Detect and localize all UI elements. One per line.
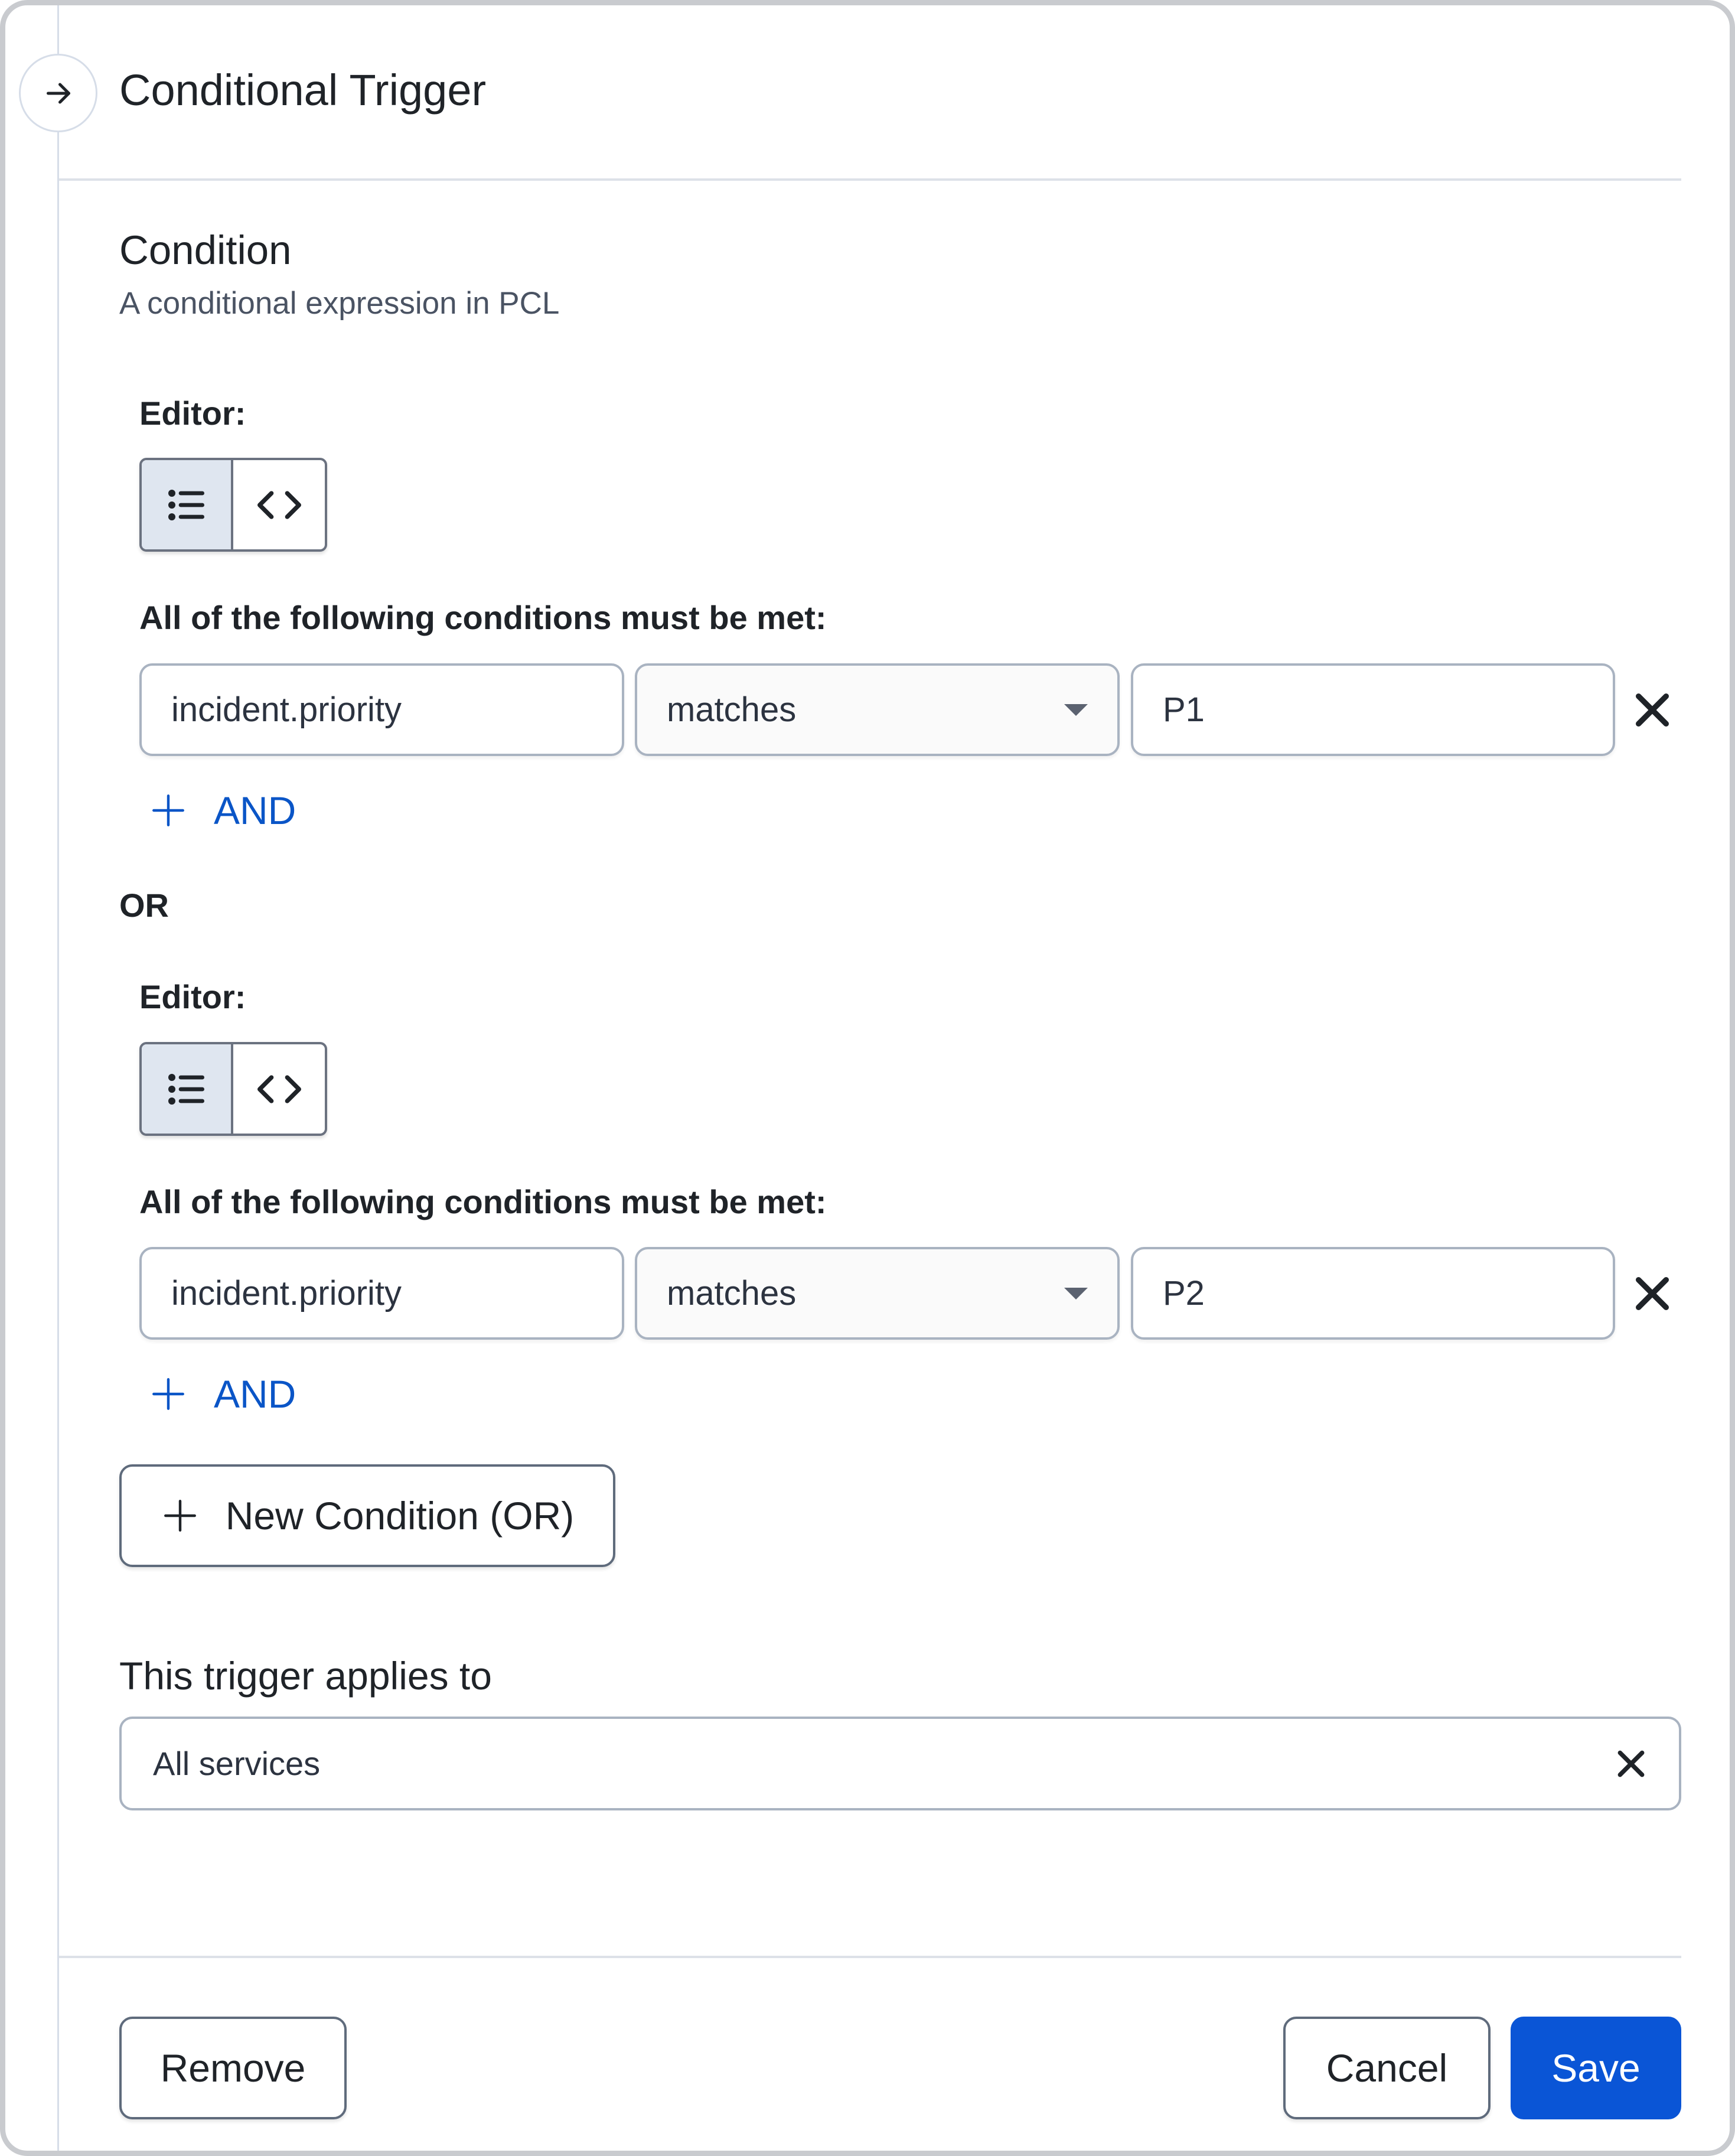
remove-condition-button[interactable] bbox=[1629, 1270, 1676, 1317]
add-and-condition-button[interactable] bbox=[149, 788, 296, 833]
list-icon bbox=[163, 481, 210, 529]
and-label: AND bbox=[214, 1372, 296, 1416]
match-value: P2 bbox=[1163, 1274, 1205, 1313]
close-icon bbox=[1632, 689, 1673, 731]
close-icon bbox=[1632, 1273, 1673, 1314]
match-value: P1 bbox=[1163, 691, 1205, 729]
chevron-down-icon bbox=[1064, 1288, 1088, 1300]
new-condition-label: New Condition (OR) bbox=[225, 1494, 575, 1538]
close-icon[interactable] bbox=[1615, 1747, 1648, 1780]
remove-label: Remove bbox=[160, 2046, 306, 2090]
cancel-button[interactable] bbox=[1283, 2017, 1491, 2119]
applies-to-value: All services bbox=[153, 1745, 321, 1782]
operator-value: matches bbox=[667, 1274, 797, 1313]
code-editor-button[interactable] bbox=[233, 460, 325, 549]
match-value-input[interactable] bbox=[1131, 1247, 1615, 1340]
match-value-input[interactable] bbox=[1131, 663, 1615, 756]
condition-subtitle: A conditional expression in PCL bbox=[119, 286, 560, 321]
editor-mode-toggle bbox=[139, 1042, 327, 1136]
plus-icon bbox=[149, 1375, 188, 1414]
add-and-condition-button[interactable] bbox=[149, 1372, 296, 1416]
list-editor-button[interactable] bbox=[142, 460, 233, 549]
operator-select[interactable] bbox=[635, 1247, 1120, 1340]
condition-title: Condition bbox=[119, 227, 292, 273]
editor-label: Editor: bbox=[139, 978, 246, 1015]
footer-divider bbox=[59, 1956, 1681, 1958]
applies-to-select[interactable] bbox=[119, 1717, 1681, 1810]
new-condition-or-button[interactable] bbox=[119, 1464, 615, 1567]
collapse-step-button[interactable] bbox=[19, 54, 97, 132]
code-icon bbox=[256, 481, 303, 529]
remove-button[interactable] bbox=[119, 2017, 347, 2119]
or-separator: OR bbox=[119, 887, 169, 924]
condition-field-input[interactable] bbox=[139, 1247, 624, 1340]
operator-value: matches bbox=[667, 691, 797, 729]
arrow-right-icon bbox=[41, 76, 76, 111]
operator-select[interactable] bbox=[635, 663, 1120, 756]
list-editor-button[interactable] bbox=[142, 1044, 233, 1134]
save-button[interactable] bbox=[1511, 2017, 1681, 2119]
condition-field-input[interactable] bbox=[139, 663, 624, 756]
header-divider bbox=[59, 178, 1681, 181]
and-label: AND bbox=[214, 789, 296, 832]
code-editor-button[interactable] bbox=[233, 1044, 325, 1134]
code-icon bbox=[256, 1066, 303, 1113]
rule-label: All of the following conditions must be met: bbox=[139, 599, 827, 636]
editor-label: Editor: bbox=[139, 395, 246, 432]
plus-icon bbox=[161, 1496, 200, 1535]
remove-condition-button[interactable] bbox=[1629, 686, 1676, 734]
save-label: Save bbox=[1551, 2046, 1641, 2090]
applies-to-label: This trigger applies to bbox=[119, 1654, 492, 1698]
editor-mode-toggle bbox=[139, 458, 327, 552]
cancel-label: Cancel bbox=[1326, 2046, 1448, 2090]
rule-label: All of the following conditions must be met: bbox=[139, 1183, 827, 1220]
condition-field-value: incident.priority bbox=[171, 1274, 402, 1313]
list-icon bbox=[163, 1066, 210, 1113]
chevron-down-icon bbox=[1064, 704, 1088, 716]
timeline-line bbox=[57, 5, 59, 2156]
plus-icon bbox=[149, 791, 188, 830]
condition-field-value: incident.priority bbox=[171, 691, 402, 729]
panel-title: Conditional Trigger bbox=[119, 66, 487, 115]
